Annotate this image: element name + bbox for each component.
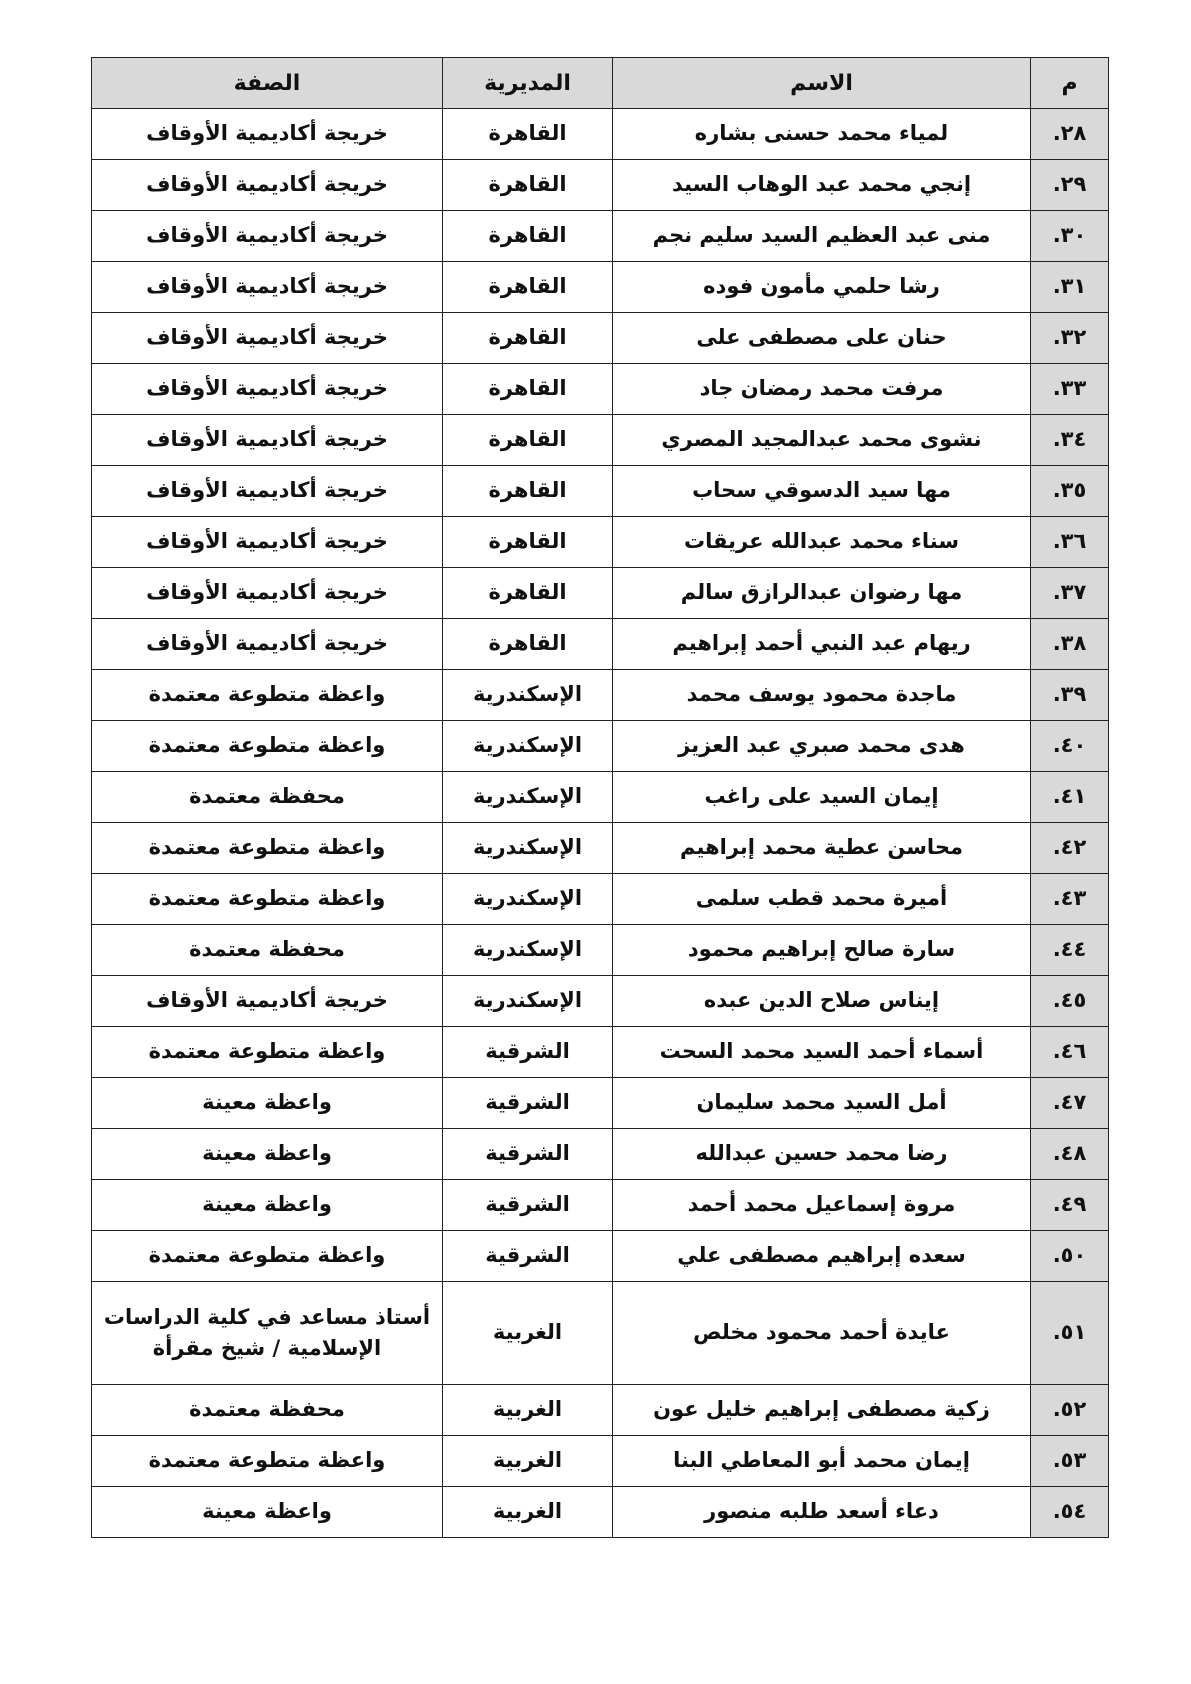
cell-name: سارة صالح إبراهيم محمود <box>613 925 1031 976</box>
table-row <box>92 568 1109 619</box>
cell-num: ٤٩. <box>1031 1180 1109 1231</box>
cell-directorate: الإسكندرية <box>443 721 613 772</box>
table-row <box>92 619 1109 670</box>
cell-num: ٤٣. <box>1031 874 1109 925</box>
cell-name: إيناس صلاح الدين عبده <box>613 976 1031 1027</box>
cell-name: مروة إسماعيل محمد أحمد <box>613 1180 1031 1231</box>
cell-title: خريجة أكاديمية الأوقاف <box>92 262 443 313</box>
cell-directorate: القاهرة <box>443 262 613 313</box>
cell-name: أميرة محمد قطب سلمى <box>613 874 1031 925</box>
cell-directorate: الغربية <box>443 1385 613 1436</box>
cell-num: ٣٥. <box>1031 466 1109 517</box>
cell-num: ٣٠. <box>1031 211 1109 262</box>
cell-name: مرفت محمد رمضان جاد <box>613 364 1031 415</box>
cell-directorate: القاهرة <box>443 313 613 364</box>
table-row <box>92 823 1109 874</box>
cell-title: واعظة معينة <box>92 1487 443 1538</box>
cell-directorate: القاهرة <box>443 619 613 670</box>
header-name: الاسم <box>613 58 1031 109</box>
cell-directorate: الشرقية <box>443 1027 613 1078</box>
table-header-row <box>92 58 1109 109</box>
table-row <box>92 772 1109 823</box>
cell-title: واعظة متطوعة معتمدة <box>92 721 443 772</box>
cell-title: واعظة متطوعة معتمدة <box>92 874 443 925</box>
cell-title: محفظة معتمدة <box>92 1385 443 1436</box>
table-row <box>92 415 1109 466</box>
cell-num: ٣١. <box>1031 262 1109 313</box>
cell-title: واعظة متطوعة معتمدة <box>92 823 443 874</box>
cell-directorate: الشرقية <box>443 1180 613 1231</box>
cell-title: خريجة أكاديمية الأوقاف <box>92 109 443 160</box>
cell-directorate: القاهرة <box>443 364 613 415</box>
cell-name: مها سيد الدسوقي سحاب <box>613 466 1031 517</box>
table-row <box>92 1385 1109 1436</box>
cell-name: لمياء محمد حسنى بشاره <box>613 109 1031 160</box>
cell-num: ٣٣. <box>1031 364 1109 415</box>
cell-title: واعظة معينة <box>92 1180 443 1231</box>
cell-num: ٤٤. <box>1031 925 1109 976</box>
header-title: الصفة <box>92 58 443 109</box>
cell-directorate: الإسكندرية <box>443 823 613 874</box>
cell-name: سعده إبراهيم مصطفى علي <box>613 1231 1031 1282</box>
table-row <box>92 1129 1109 1180</box>
cell-directorate: الإسكندرية <box>443 925 613 976</box>
cell-num: ٥٤. <box>1031 1487 1109 1538</box>
cell-directorate: القاهرة <box>443 415 613 466</box>
cell-title: واعظة متطوعة معتمدة <box>92 670 443 721</box>
cell-name: حنان على مصطفى على <box>613 313 1031 364</box>
table-row <box>92 1078 1109 1129</box>
table-body <box>92 109 1109 1538</box>
table-row <box>92 313 1109 364</box>
cell-name: رشا حلمي مأمون فوده <box>613 262 1031 313</box>
cell-title: خريجة أكاديمية الأوقاف <box>92 517 443 568</box>
cell-directorate: القاهرة <box>443 466 613 517</box>
table-row <box>92 874 1109 925</box>
cell-num: ٥١. <box>1031 1282 1109 1385</box>
cell-title: واعظة متطوعة معتمدة <box>92 1027 443 1078</box>
table-row <box>92 109 1109 160</box>
cell-name: زكية مصطفى إبراهيم خليل عون <box>613 1385 1031 1436</box>
cell-name: مها رضوان عبدالرازق سالم <box>613 568 1031 619</box>
table-row <box>92 364 1109 415</box>
cell-name: نشوى محمد عبدالمجيد المصري <box>613 415 1031 466</box>
table-row <box>92 1027 1109 1078</box>
cell-num: ٣٦. <box>1031 517 1109 568</box>
cell-title: واعظة معينة <box>92 1078 443 1129</box>
cell-num: ٥٠. <box>1031 1231 1109 1282</box>
cell-name: هدى محمد صبري عبد العزيز <box>613 721 1031 772</box>
cell-num: ٤٦. <box>1031 1027 1109 1078</box>
cell-directorate: الغربية <box>443 1487 613 1538</box>
cell-directorate: القاهرة <box>443 211 613 262</box>
cell-name: عايدة أحمد محمود مخلص <box>613 1282 1031 1385</box>
cell-directorate: الغربية <box>443 1282 613 1385</box>
table-row <box>92 1436 1109 1487</box>
cell-directorate: الشرقية <box>443 1078 613 1129</box>
cell-num: ٣٨. <box>1031 619 1109 670</box>
cell-num: ٢٨. <box>1031 109 1109 160</box>
cell-num: ٣٩. <box>1031 670 1109 721</box>
table-row <box>92 1487 1109 1538</box>
cell-name: دعاء أسعد طلبه منصور <box>613 1487 1031 1538</box>
table-row <box>92 670 1109 721</box>
cell-name: محاسن عطية محمد إبراهيم <box>613 823 1031 874</box>
cell-title: خريجة أكاديمية الأوقاف <box>92 415 443 466</box>
table-row <box>92 466 1109 517</box>
cell-name: رضا محمد حسين عبدالله <box>613 1129 1031 1180</box>
cell-directorate: الغربية <box>443 1436 613 1487</box>
cell-num: ٤٥. <box>1031 976 1109 1027</box>
cell-directorate: القاهرة <box>443 517 613 568</box>
table-row <box>92 925 1109 976</box>
header-directorate: المديرية <box>443 58 613 109</box>
table-row <box>92 1231 1109 1282</box>
cell-name: منى عبد العظيم السيد سليم نجم <box>613 211 1031 262</box>
cell-num: ٣٤. <box>1031 415 1109 466</box>
cell-title: خريجة أكاديمية الأوقاف <box>92 976 443 1027</box>
cell-directorate: الإسكندرية <box>443 976 613 1027</box>
cell-num: ٢٩. <box>1031 160 1109 211</box>
cell-directorate: الشرقية <box>443 1231 613 1282</box>
cell-directorate: الإسكندرية <box>443 772 613 823</box>
table-row <box>92 262 1109 313</box>
cell-directorate: الإسكندرية <box>443 874 613 925</box>
cell-title: واعظة معينة <box>92 1129 443 1180</box>
cell-title: خريجة أكاديمية الأوقاف <box>92 568 443 619</box>
cell-num: ٤٧. <box>1031 1078 1109 1129</box>
cell-num: ٣٧. <box>1031 568 1109 619</box>
cell-title: خريجة أكاديمية الأوقاف <box>92 619 443 670</box>
cell-title: أستاذ مساعد في كلية الدراسات الإسلامية / شيخ مقرأة <box>92 1282 443 1385</box>
table-row <box>92 211 1109 262</box>
cell-directorate: الشرقية <box>443 1129 613 1180</box>
header-num: م <box>1031 58 1109 109</box>
cell-name: ريهام عبد النبي أحمد إبراهيم <box>613 619 1031 670</box>
cell-name: إيمان السيد على راغب <box>613 772 1031 823</box>
cell-num: ٤١. <box>1031 772 1109 823</box>
cell-title: واعظة متطوعة معتمدة <box>92 1436 443 1487</box>
table-row <box>92 976 1109 1027</box>
cell-name: إنجي محمد عبد الوهاب السيد <box>613 160 1031 211</box>
members-table <box>91 57 1109 1538</box>
cell-name: أسماء أحمد السيد محمد السحت <box>613 1027 1031 1078</box>
cell-num: ٥٢. <box>1031 1385 1109 1436</box>
cell-title: خريجة أكاديمية الأوقاف <box>92 211 443 262</box>
cell-name: سناء محمد عبدالله عريقات <box>613 517 1031 568</box>
cell-directorate: الإسكندرية <box>443 670 613 721</box>
cell-name: أمل السيد محمد سليمان <box>613 1078 1031 1129</box>
cell-num: ٥٣. <box>1031 1436 1109 1487</box>
cell-directorate: القاهرة <box>443 568 613 619</box>
cell-num: ٤٢. <box>1031 823 1109 874</box>
table-row <box>92 517 1109 568</box>
cell-title: خريجة أكاديمية الأوقاف <box>92 364 443 415</box>
cell-directorate: القاهرة <box>443 109 613 160</box>
table-row <box>92 1180 1109 1231</box>
cell-title: محفظة معتمدة <box>92 772 443 823</box>
table-row <box>92 160 1109 211</box>
cell-title: خريجة أكاديمية الأوقاف <box>92 313 443 364</box>
table-row <box>92 1282 1109 1385</box>
cell-name: إيمان محمد أبو المعاطي البنا <box>613 1436 1031 1487</box>
cell-num: ٤٠. <box>1031 721 1109 772</box>
cell-title: محفظة معتمدة <box>92 925 443 976</box>
cell-title: واعظة متطوعة معتمدة <box>92 1231 443 1282</box>
cell-directorate: القاهرة <box>443 160 613 211</box>
cell-title: خريجة أكاديمية الأوقاف <box>92 160 443 211</box>
table-row <box>92 721 1109 772</box>
cell-name: ماجدة محمود يوسف محمد <box>613 670 1031 721</box>
cell-title: خريجة أكاديمية الأوقاف <box>92 466 443 517</box>
cell-num: ٤٨. <box>1031 1129 1109 1180</box>
cell-num: ٣٢. <box>1031 313 1109 364</box>
